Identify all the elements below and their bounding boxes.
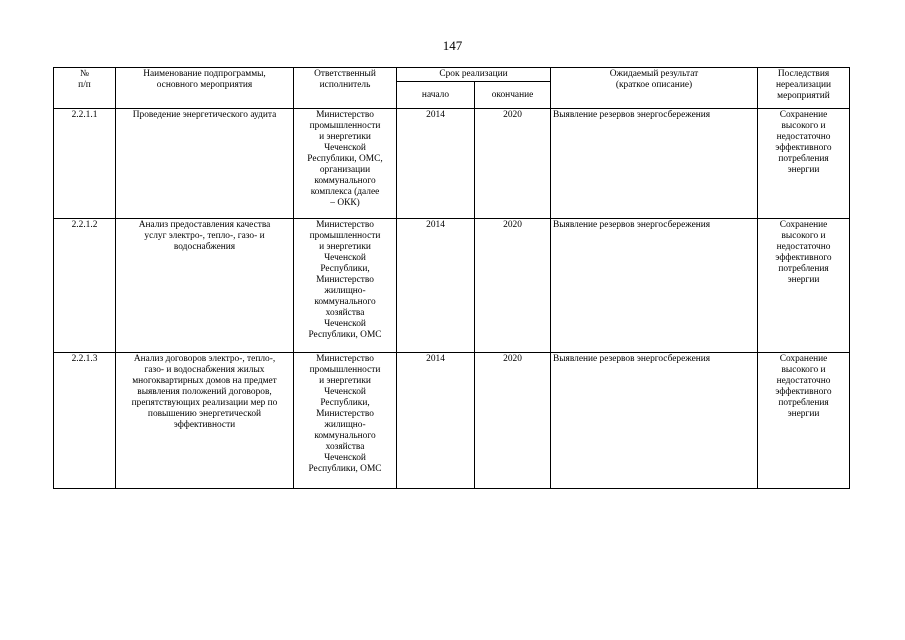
header-responsible: Ответственный исполнитель	[294, 68, 397, 109]
table-row	[54, 109, 850, 219]
cell-end: 2020	[475, 109, 551, 219]
cell-name: Анализ договоров электро-, тепло-, газо- и водоснабжения жилых многоквартирных домов на предмет выявления положений договоров, препятствующих реализации мер по повышению энергетической эффективности	[116, 353, 294, 489]
cell-responsible: Министерство промышленности и энергетики Чеченской Республики, Министерство жилищно- коммунального хозяйства Чеченской Республики, ОМС	[294, 353, 397, 489]
program-table	[53, 67, 850, 489]
cell-num: 2.2.1.3	[54, 353, 116, 489]
cell-result: Выявление резервов энергосбережения	[551, 219, 758, 353]
cell-name: Анализ предоставления качества услуг электро-, тепло-, газо- и водоснабжения	[116, 219, 294, 353]
cell-result: Выявление резервов энергосбережения	[551, 353, 758, 489]
header-start: начало	[397, 82, 475, 109]
cell-result: Выявление резервов энергосбережения	[551, 109, 758, 219]
cell-num: 2.2.1.1	[54, 109, 116, 219]
header-end: окончание	[475, 82, 551, 109]
header-result: Ожидаемый результат (краткое описание)	[551, 68, 758, 109]
table-row	[54, 219, 850, 353]
cell-responsible: Министерство промышленности и энергетики Чеченской Республики, Министерство жилищно- коммунального хозяйства Чеченской Республики, ОМС	[294, 219, 397, 353]
header-name: Наименование подпрограммы, основного мероприятия	[116, 68, 294, 109]
cell-end: 2020	[475, 219, 551, 353]
cell-responsible: Министерство промышленности и энергетики Чеченской Республики, ОМС, организации коммунального комплекса (далее – ОКК)	[294, 109, 397, 219]
cell-start: 2014	[397, 353, 475, 489]
cell-start: 2014	[397, 109, 475, 219]
cell-start: 2014	[397, 219, 475, 353]
cell-end: 2020	[475, 353, 551, 489]
cell-name: Проведение энергетического аудита	[116, 109, 294, 219]
cell-consequences: Сохранение высокого и недостаточно эффективного потребления энергии	[758, 219, 850, 353]
page-number: 147	[442, 38, 463, 53]
table-row	[54, 353, 850, 489]
header-consequences: Последствия нереализации мероприятий	[758, 68, 850, 109]
cell-consequences: Сохранение высокого и недостаточно эффективного потребления энергии	[758, 109, 850, 219]
header-num: № п/п	[54, 68, 116, 109]
header-period: Срок реализации	[397, 68, 551, 82]
cell-num: 2.2.1.2	[54, 219, 116, 353]
cell-consequences: Сохранение высокого и недостаточно эффективного потребления энергии	[758, 353, 850, 489]
